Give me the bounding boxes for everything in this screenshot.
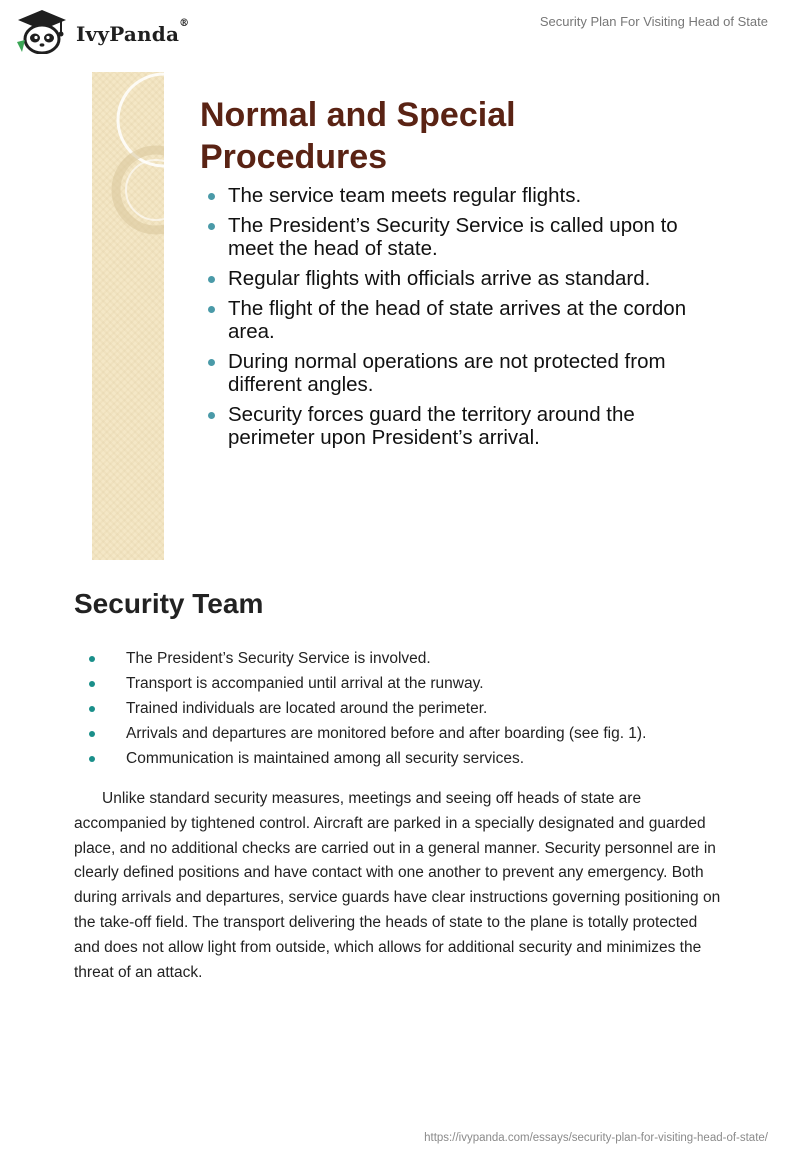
slide-bullet-item: Security forces guard the territory around the perimeter upon President’s arrival. [206, 403, 726, 449]
list-item: Transport is accompanied until arrival at the runway. [74, 671, 734, 696]
document-title: Security Plan For Visiting Head of State [539, 14, 768, 29]
slide-figure [88, 72, 738, 562]
footer-source-link[interactable]: https://ivypanda.com/essays/security-plan-for-visiting-head-of-state/ [424, 1132, 768, 1144]
decorative-rings-icon [92, 72, 164, 272]
body-paragraph: Unlike standard security measures, meetings and seeing off heads of state are accompanied by tightened control. Aircraft are parked in a specially designated and guarded place, and no additional checks are carried out in a general manner. Security personnel are in clearly defined positions and have contact with one another to prevent any emergency. Both during arrivals and departures, service guards have clear instructions governing positioning on the take-off field. The transport delivering the heads of state to the plane is totally protected and does not allow light from outside, which allows for additional security and minimizes the threat of an attack. [74, 790, 721, 981]
list-item: Communication is maintained among all security services. [74, 746, 734, 771]
list-item: Arrivals and departures are monitored before and after boarding (see fig. 1). [74, 721, 734, 746]
logo-text: IvyPanda® [76, 17, 190, 46]
list-item: The President’s Security Service is involved. [74, 646, 734, 671]
decorative-strip [92, 72, 164, 560]
slide-bullet-item: Regular flights with officials arrive as standard. [206, 267, 726, 290]
slide-title: Normal and Special Procedures [200, 96, 516, 176]
ivypanda-logo-link[interactable] [14, 8, 189, 59]
list-item: Trained individuals are located around the perimeter. [74, 696, 734, 721]
security-team-list [74, 646, 734, 771]
slide-bullet-item: The flight of the head of state arrives at the cordon area. [206, 297, 726, 343]
slide-bullet-item: During normal operations are not protected from different angles. [206, 350, 726, 396]
page-header [0, 0, 800, 60]
slide-bullet-item: The service team meets regular flights. [206, 184, 726, 207]
section-heading: Security Team [74, 588, 264, 619]
slide-bullet-item: The President’s Security Service is called upon to meet the head of state. [206, 214, 726, 260]
slide-bullet-list [206, 184, 726, 456]
panda-graduate-icon [14, 8, 70, 59]
